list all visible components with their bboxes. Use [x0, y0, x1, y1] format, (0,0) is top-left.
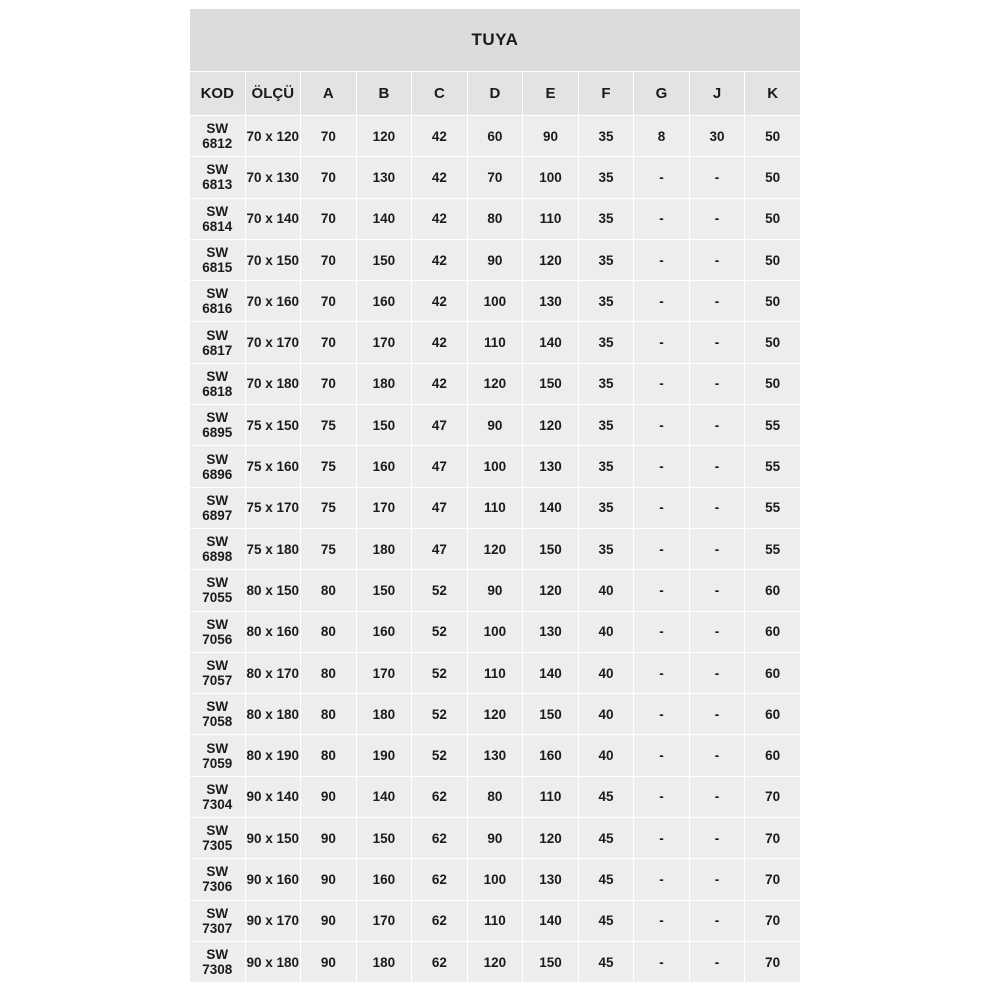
table-row	[190, 116, 801, 157]
cell-f: 45	[578, 900, 634, 941]
cell-g: -	[634, 405, 690, 446]
cell-kod: SW 6895	[190, 405, 246, 446]
cell-b: 180	[356, 363, 412, 404]
cell-f: 45	[578, 941, 634, 982]
cell-d: 130	[467, 735, 523, 776]
cell-j: -	[689, 198, 745, 239]
cell-c: 62	[412, 818, 468, 859]
cell-kod: SW 7304	[190, 776, 246, 817]
cell-c: 42	[412, 239, 468, 280]
cell-g: 8	[634, 116, 690, 157]
cell-g: -	[634, 157, 690, 198]
cell-a: 90	[301, 941, 357, 982]
cell-j: 30	[689, 116, 745, 157]
cell-g: -	[634, 818, 690, 859]
cell-f: 45	[578, 776, 634, 817]
cell-c: 52	[412, 735, 468, 776]
cell-j: -	[689, 611, 745, 652]
cell-c: 52	[412, 652, 468, 693]
cell-c: 47	[412, 405, 468, 446]
cell-e: 150	[523, 941, 579, 982]
table-row	[190, 735, 801, 776]
cell-a: 70	[301, 281, 357, 322]
cell-kod: SW 6815	[190, 239, 246, 280]
cell-olcu: 90 x 150	[245, 818, 301, 859]
cell-k: 70	[745, 776, 801, 817]
table-row	[190, 694, 801, 735]
cell-g: -	[634, 570, 690, 611]
column-header-c: C	[412, 72, 468, 116]
cell-c: 42	[412, 322, 468, 363]
table-row	[190, 776, 801, 817]
column-header-j: J	[689, 72, 745, 116]
cell-a: 75	[301, 446, 357, 487]
cell-b: 150	[356, 405, 412, 446]
cell-e: 140	[523, 652, 579, 693]
cell-a: 70	[301, 116, 357, 157]
cell-e: 150	[523, 363, 579, 404]
cell-b: 130	[356, 157, 412, 198]
cell-k: 50	[745, 363, 801, 404]
cell-a: 80	[301, 694, 357, 735]
cell-f: 35	[578, 405, 634, 446]
cell-j: -	[689, 652, 745, 693]
cell-f: 35	[578, 239, 634, 280]
cell-d: 90	[467, 239, 523, 280]
cell-a: 80	[301, 611, 357, 652]
cell-k: 60	[745, 652, 801, 693]
cell-kod: SW 6816	[190, 281, 246, 322]
cell-olcu: 80 x 170	[245, 652, 301, 693]
table-row	[190, 652, 801, 693]
table-title-row	[190, 9, 801, 72]
cell-j: -	[689, 776, 745, 817]
cell-g: -	[634, 487, 690, 528]
cell-b: 150	[356, 239, 412, 280]
cell-b: 140	[356, 198, 412, 239]
cell-d: 120	[467, 528, 523, 569]
cell-b: 170	[356, 652, 412, 693]
cell-b: 140	[356, 776, 412, 817]
cell-c: 47	[412, 487, 468, 528]
cell-c: 62	[412, 859, 468, 900]
cell-olcu: 90 x 140	[245, 776, 301, 817]
cell-j: -	[689, 446, 745, 487]
cell-k: 60	[745, 611, 801, 652]
cell-f: 40	[578, 694, 634, 735]
cell-j: -	[689, 900, 745, 941]
cell-e: 130	[523, 859, 579, 900]
cell-c: 62	[412, 900, 468, 941]
cell-d: 110	[467, 900, 523, 941]
cell-a: 80	[301, 652, 357, 693]
cell-j: -	[689, 281, 745, 322]
table-header-row	[190, 72, 801, 116]
cell-b: 180	[356, 941, 412, 982]
cell-c: 52	[412, 570, 468, 611]
cell-e: 120	[523, 570, 579, 611]
cell-b: 160	[356, 281, 412, 322]
cell-olcu: 80 x 180	[245, 694, 301, 735]
cell-f: 40	[578, 652, 634, 693]
cell-g: -	[634, 735, 690, 776]
cell-f: 40	[578, 611, 634, 652]
cell-c: 47	[412, 446, 468, 487]
cell-g: -	[634, 363, 690, 404]
cell-k: 55	[745, 405, 801, 446]
cell-a: 75	[301, 528, 357, 569]
cell-kod: SW 7057	[190, 652, 246, 693]
cell-e: 130	[523, 446, 579, 487]
spec-table-container	[189, 8, 801, 983]
cell-j: -	[689, 487, 745, 528]
specification-table	[189, 8, 801, 983]
cell-b: 180	[356, 528, 412, 569]
cell-olcu: 80 x 150	[245, 570, 301, 611]
cell-j: -	[689, 322, 745, 363]
cell-k: 55	[745, 487, 801, 528]
cell-g: -	[634, 900, 690, 941]
cell-e: 100	[523, 157, 579, 198]
cell-olcu: 90 x 180	[245, 941, 301, 982]
cell-olcu: 75 x 180	[245, 528, 301, 569]
cell-g: -	[634, 694, 690, 735]
cell-kod: SW 7058	[190, 694, 246, 735]
cell-c: 62	[412, 776, 468, 817]
cell-k: 70	[745, 941, 801, 982]
cell-j: -	[689, 528, 745, 569]
cell-g: -	[634, 611, 690, 652]
cell-kod: SW 7306	[190, 859, 246, 900]
table-title: TUYA	[190, 9, 801, 72]
cell-e: 90	[523, 116, 579, 157]
table-row	[190, 611, 801, 652]
cell-f: 45	[578, 818, 634, 859]
cell-e: 110	[523, 776, 579, 817]
cell-g: -	[634, 859, 690, 900]
cell-b: 180	[356, 694, 412, 735]
cell-olcu: 70 x 160	[245, 281, 301, 322]
cell-k: 55	[745, 446, 801, 487]
cell-olcu: 90 x 170	[245, 900, 301, 941]
cell-c: 42	[412, 116, 468, 157]
cell-b: 160	[356, 446, 412, 487]
cell-c: 62	[412, 941, 468, 982]
cell-kod: SW 6813	[190, 157, 246, 198]
cell-olcu: 70 x 130	[245, 157, 301, 198]
cell-c: 42	[412, 363, 468, 404]
cell-f: 35	[578, 528, 634, 569]
cell-d: 120	[467, 694, 523, 735]
table-row	[190, 528, 801, 569]
column-header-b: B	[356, 72, 412, 116]
cell-j: -	[689, 694, 745, 735]
cell-c: 52	[412, 694, 468, 735]
cell-f: 35	[578, 157, 634, 198]
column-header-f: F	[578, 72, 634, 116]
cell-e: 110	[523, 198, 579, 239]
cell-e: 140	[523, 322, 579, 363]
cell-kod: SW 6814	[190, 198, 246, 239]
cell-j: -	[689, 157, 745, 198]
cell-a: 75	[301, 487, 357, 528]
cell-f: 40	[578, 735, 634, 776]
cell-e: 150	[523, 694, 579, 735]
table-row	[190, 157, 801, 198]
cell-a: 70	[301, 157, 357, 198]
cell-d: 80	[467, 198, 523, 239]
cell-olcu: 70 x 180	[245, 363, 301, 404]
cell-olcu: 75 x 160	[245, 446, 301, 487]
cell-b: 170	[356, 322, 412, 363]
cell-f: 35	[578, 116, 634, 157]
cell-f: 40	[578, 570, 634, 611]
cell-e: 120	[523, 405, 579, 446]
cell-olcu: 80 x 160	[245, 611, 301, 652]
cell-f: 45	[578, 859, 634, 900]
cell-olcu: 75 x 150	[245, 405, 301, 446]
cell-e: 130	[523, 611, 579, 652]
cell-j: -	[689, 859, 745, 900]
cell-f: 35	[578, 446, 634, 487]
cell-c: 47	[412, 528, 468, 569]
cell-kod: SW 7307	[190, 900, 246, 941]
cell-b: 170	[356, 900, 412, 941]
table-row	[190, 941, 801, 982]
cell-d: 90	[467, 818, 523, 859]
cell-olcu: 75 x 170	[245, 487, 301, 528]
cell-olcu: 80 x 190	[245, 735, 301, 776]
cell-f: 35	[578, 322, 634, 363]
table-row	[190, 446, 801, 487]
cell-f: 35	[578, 487, 634, 528]
cell-d: 90	[467, 570, 523, 611]
cell-olcu: 70 x 140	[245, 198, 301, 239]
cell-olcu: 90 x 160	[245, 859, 301, 900]
cell-kod: SW 6812	[190, 116, 246, 157]
cell-d: 90	[467, 405, 523, 446]
cell-b: 160	[356, 611, 412, 652]
cell-kod: SW 6896	[190, 446, 246, 487]
cell-f: 35	[578, 363, 634, 404]
cell-a: 90	[301, 818, 357, 859]
cell-k: 50	[745, 281, 801, 322]
cell-d: 70	[467, 157, 523, 198]
table-row	[190, 487, 801, 528]
cell-a: 70	[301, 239, 357, 280]
cell-j: -	[689, 941, 745, 982]
cell-d: 120	[467, 941, 523, 982]
cell-b: 150	[356, 570, 412, 611]
cell-d: 60	[467, 116, 523, 157]
cell-g: -	[634, 446, 690, 487]
cell-a: 70	[301, 322, 357, 363]
table-row	[190, 281, 801, 322]
cell-k: 60	[745, 694, 801, 735]
table-row	[190, 198, 801, 239]
cell-a: 70	[301, 363, 357, 404]
cell-kod: SW 7305	[190, 818, 246, 859]
cell-kod: SW 7059	[190, 735, 246, 776]
column-header-kod: KOD	[190, 72, 246, 116]
cell-a: 90	[301, 776, 357, 817]
cell-k: 60	[745, 735, 801, 776]
table-row	[190, 900, 801, 941]
table-row	[190, 570, 801, 611]
cell-a: 75	[301, 405, 357, 446]
cell-b: 160	[356, 859, 412, 900]
cell-f: 35	[578, 198, 634, 239]
table-row	[190, 363, 801, 404]
cell-kod: SW 6897	[190, 487, 246, 528]
table-row	[190, 405, 801, 446]
cell-a: 80	[301, 570, 357, 611]
cell-k: 50	[745, 198, 801, 239]
cell-g: -	[634, 239, 690, 280]
cell-e: 150	[523, 528, 579, 569]
cell-kod: SW 6817	[190, 322, 246, 363]
cell-olcu: 70 x 170	[245, 322, 301, 363]
cell-k: 60	[745, 570, 801, 611]
cell-kod: SW 6898	[190, 528, 246, 569]
cell-kod: SW 7056	[190, 611, 246, 652]
column-header-a: A	[301, 72, 357, 116]
cell-f: 35	[578, 281, 634, 322]
cell-j: -	[689, 735, 745, 776]
table-row	[190, 818, 801, 859]
cell-g: -	[634, 198, 690, 239]
cell-d: 100	[467, 446, 523, 487]
cell-b: 150	[356, 818, 412, 859]
cell-k: 70	[745, 859, 801, 900]
cell-e: 140	[523, 487, 579, 528]
cell-k: 50	[745, 239, 801, 280]
table-row	[190, 859, 801, 900]
cell-c: 42	[412, 198, 468, 239]
cell-j: -	[689, 818, 745, 859]
cell-kod: SW 6818	[190, 363, 246, 404]
cell-b: 190	[356, 735, 412, 776]
cell-k: 70	[745, 818, 801, 859]
cell-e: 160	[523, 735, 579, 776]
cell-a: 90	[301, 859, 357, 900]
cell-kod: SW 7055	[190, 570, 246, 611]
column-header-olcu: ÖLÇÜ	[245, 72, 301, 116]
cell-olcu: 70 x 120	[245, 116, 301, 157]
cell-j: -	[689, 239, 745, 280]
cell-olcu: 70 x 150	[245, 239, 301, 280]
cell-a: 80	[301, 735, 357, 776]
table-row	[190, 322, 801, 363]
cell-c: 42	[412, 157, 468, 198]
table-row	[190, 239, 801, 280]
cell-kod: SW 7308	[190, 941, 246, 982]
cell-k: 50	[745, 322, 801, 363]
cell-d: 100	[467, 859, 523, 900]
cell-k: 50	[745, 116, 801, 157]
cell-g: -	[634, 776, 690, 817]
cell-b: 120	[356, 116, 412, 157]
cell-j: -	[689, 405, 745, 446]
cell-e: 130	[523, 281, 579, 322]
column-header-k: K	[745, 72, 801, 116]
cell-g: -	[634, 322, 690, 363]
cell-a: 90	[301, 900, 357, 941]
cell-k: 50	[745, 157, 801, 198]
cell-a: 70	[301, 198, 357, 239]
column-header-g: G	[634, 72, 690, 116]
cell-d: 120	[467, 363, 523, 404]
cell-d: 100	[467, 611, 523, 652]
cell-e: 140	[523, 900, 579, 941]
cell-d: 110	[467, 652, 523, 693]
cell-e: 120	[523, 239, 579, 280]
cell-c: 52	[412, 611, 468, 652]
column-header-e: E	[523, 72, 579, 116]
cell-d: 80	[467, 776, 523, 817]
cell-c: 42	[412, 281, 468, 322]
column-header-d: D	[467, 72, 523, 116]
cell-j: -	[689, 570, 745, 611]
cell-d: 100	[467, 281, 523, 322]
cell-g: -	[634, 652, 690, 693]
cell-j: -	[689, 363, 745, 404]
cell-b: 170	[356, 487, 412, 528]
cell-g: -	[634, 941, 690, 982]
cell-d: 110	[467, 487, 523, 528]
cell-g: -	[634, 528, 690, 569]
cell-k: 70	[745, 900, 801, 941]
cell-g: -	[634, 281, 690, 322]
cell-d: 110	[467, 322, 523, 363]
cell-k: 55	[745, 528, 801, 569]
cell-e: 120	[523, 818, 579, 859]
